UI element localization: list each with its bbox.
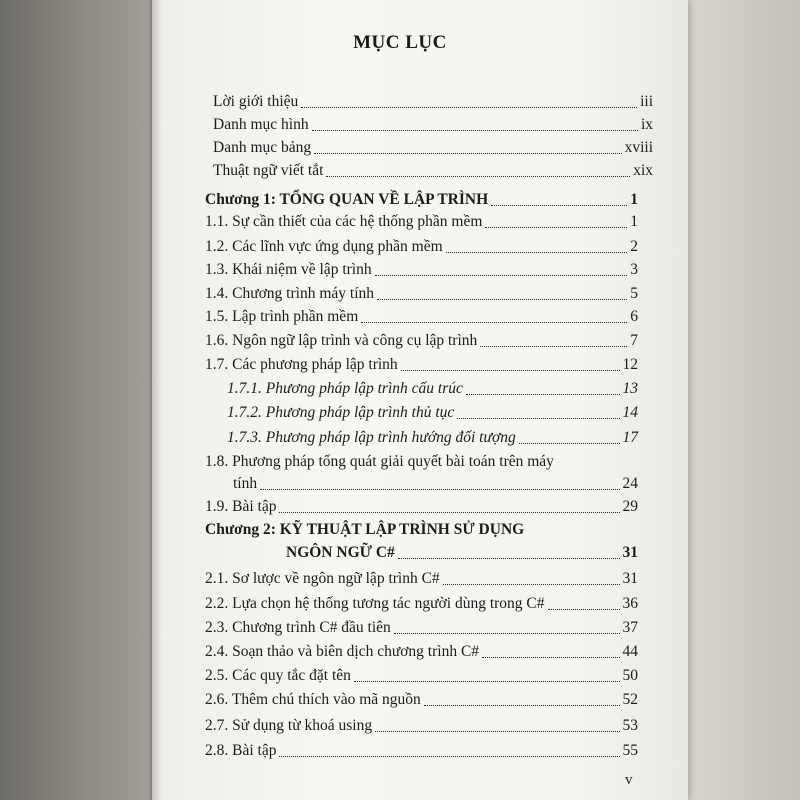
leader-dots [377, 298, 627, 300]
toc-chapter-label-line1: Chương 2: KỸ THUẬT LẬP TRÌNH SỬ DỤNG [205, 521, 525, 538]
toc-entry [205, 569, 638, 589]
toc-entry-page: 44 [622, 643, 638, 660]
toc-entry [205, 212, 638, 232]
toc-entry-page: 31 [622, 544, 638, 561]
toc-entry [233, 474, 638, 494]
toc-entry-page: 7 [630, 332, 638, 349]
leader-dots [375, 274, 628, 276]
toc-entry [205, 260, 638, 280]
toc-entry-label: 1.7.3. Phương pháp lập trình hướng đối tượng [227, 429, 516, 446]
toc-entry-page: 3 [630, 261, 638, 278]
toc-entry-label: 2.8. Bài tập [205, 742, 277, 759]
leader-dots [375, 730, 619, 732]
toc-entry [205, 741, 638, 761]
toc-entry-label: Thuật ngữ viết tắt [213, 162, 324, 179]
toc-entry-page: ix [640, 116, 653, 133]
toc-entry-label: 1.4. Chương trình máy tính [205, 285, 375, 302]
toc-entry [213, 138, 653, 158]
leader-dots [519, 442, 620, 444]
toc-entry [205, 331, 638, 351]
toc-chapter-label: NGÔN NGỮ C# [286, 544, 395, 561]
toc-entry-label: 1.7. Các phương pháp lập trình [205, 356, 398, 373]
toc-subentry [227, 428, 638, 448]
leader-dots [446, 251, 628, 253]
leader-dots [491, 204, 627, 206]
toc-entry-label: 1.6. Ngôn ngữ lập trình và công cụ lập trình [205, 332, 478, 349]
leader-dots [424, 704, 620, 706]
toc-entry [205, 307, 638, 327]
toc-entry-page: 13 [622, 380, 638, 397]
toc-entry-page: xix [633, 162, 653, 179]
toc-entry-page: 55 [622, 742, 638, 759]
leader-dots [312, 129, 638, 131]
page-title: MỤC LỤC [353, 32, 447, 53]
toc-entry [205, 237, 638, 257]
toc-entry-label: Danh mục hình [213, 116, 309, 133]
toc-entry-label: 2.6. Thêm chú thích vào mã nguồn [205, 691, 421, 708]
toc-entry-page: 5 [630, 285, 638, 302]
toc-entry-page: 29 [622, 498, 638, 515]
toc-subentry [227, 379, 638, 399]
toc-chapter-label: Chương 1: TỔNG QUAN VỀ LẬP TRÌNH [205, 191, 489, 208]
toc-entry-page: 53 [622, 717, 638, 734]
toc-entry-page: 31 [622, 570, 638, 587]
leader-dots [548, 608, 620, 610]
toc-entry-page: 17 [622, 429, 638, 446]
toc-entry [205, 284, 638, 304]
leader-dots [457, 417, 619, 419]
toc-entry-page: 1 [630, 213, 638, 230]
toc-entry-label: tính [233, 475, 258, 492]
toc-entry-page: 24 [622, 475, 638, 492]
leader-dots [260, 488, 619, 490]
toc-entry-label: 1.7.1. Phương pháp lập trình cấu trúc [227, 380, 463, 397]
toc-entry [205, 594, 638, 614]
toc-entry [213, 161, 653, 181]
toc-entry-label: 1.2. Các lĩnh vực ứng dụng phần mềm [205, 238, 443, 255]
toc-entry-page: 12 [622, 356, 638, 373]
toc-entry-label: 2.4. Soạn thảo và biên dịch chương trình C# [205, 643, 480, 660]
toc-entry [205, 497, 638, 517]
toc-entry [205, 716, 638, 736]
toc-entry-page: xviii [624, 139, 653, 156]
leader-dots [314, 152, 621, 154]
leader-dots [279, 511, 619, 513]
toc-entry-label: 1.9. Bài tập [205, 498, 277, 515]
toc-entry [205, 618, 638, 638]
toc-entry [205, 355, 638, 375]
toc-entry-page: 50 [622, 667, 638, 684]
leader-dots [401, 369, 620, 371]
toc-entry [205, 690, 638, 710]
leader-dots [485, 226, 627, 228]
leader-dots [326, 175, 630, 177]
leader-dots [301, 106, 637, 108]
toc-entry-page: 37 [622, 619, 638, 636]
toc-entry-page: 36 [622, 595, 638, 612]
toc-entry-page: 52 [622, 691, 638, 708]
leader-dots [482, 656, 619, 658]
toc-entry-label: 2.7. Sử dụng từ khoá using [205, 717, 373, 734]
leader-dots [354, 680, 620, 682]
leader-dots [480, 345, 627, 347]
toc-subentry [227, 403, 638, 423]
toc-chapter-entry [205, 190, 638, 210]
leader-dots [443, 583, 620, 585]
toc-entry-label: 1.7.2. Phương pháp lập trình thủ tục [227, 404, 455, 421]
toc-entry-label-line1: 1.8. Phương pháp tổng quát giải quyết bài toán trên máy [205, 453, 554, 470]
toc-entry [205, 642, 638, 662]
toc-entry-page: iii [640, 93, 653, 110]
toc-entry [213, 115, 653, 135]
leader-dots [279, 755, 619, 757]
toc-chapter-entry [286, 543, 638, 563]
leader-dots [361, 321, 627, 323]
toc-entry [205, 666, 638, 686]
toc-entry-label: 1.1. Sự cần thiết của các hệ thống phần mềm [205, 213, 483, 230]
toc-entry-page: 14 [622, 404, 638, 421]
toc-entry-label: 2.1. Sơ lược về ngôn ngữ lập trình C# [205, 570, 440, 587]
toc-entry [213, 92, 653, 112]
toc-entry-page: 2 [630, 238, 638, 255]
toc-entry-label: 2.5. Các quy tắc đặt tên [205, 667, 351, 684]
leader-dots [398, 557, 620, 559]
leader-dots [394, 632, 620, 634]
toc-entry-label: 2.2. Lựa chọn hệ thống tương tác người dùng trong C# [205, 595, 545, 612]
toc-entry-label: Lời giới thiệu [213, 93, 299, 110]
leader-dots [466, 393, 620, 395]
toc-entry-label: 1.3. Khái niệm về lập trình [205, 261, 372, 278]
page-number: v [625, 772, 633, 788]
toc-entry-label: 1.5. Lập trình phần mềm [205, 308, 359, 325]
toc-entry-page: 1 [630, 191, 638, 208]
toc-entry-page: 6 [630, 308, 638, 325]
toc-entry-label: 2.3. Chương trình C# đầu tiên [205, 619, 391, 636]
toc-entry-label: Danh mục bảng [213, 139, 312, 156]
